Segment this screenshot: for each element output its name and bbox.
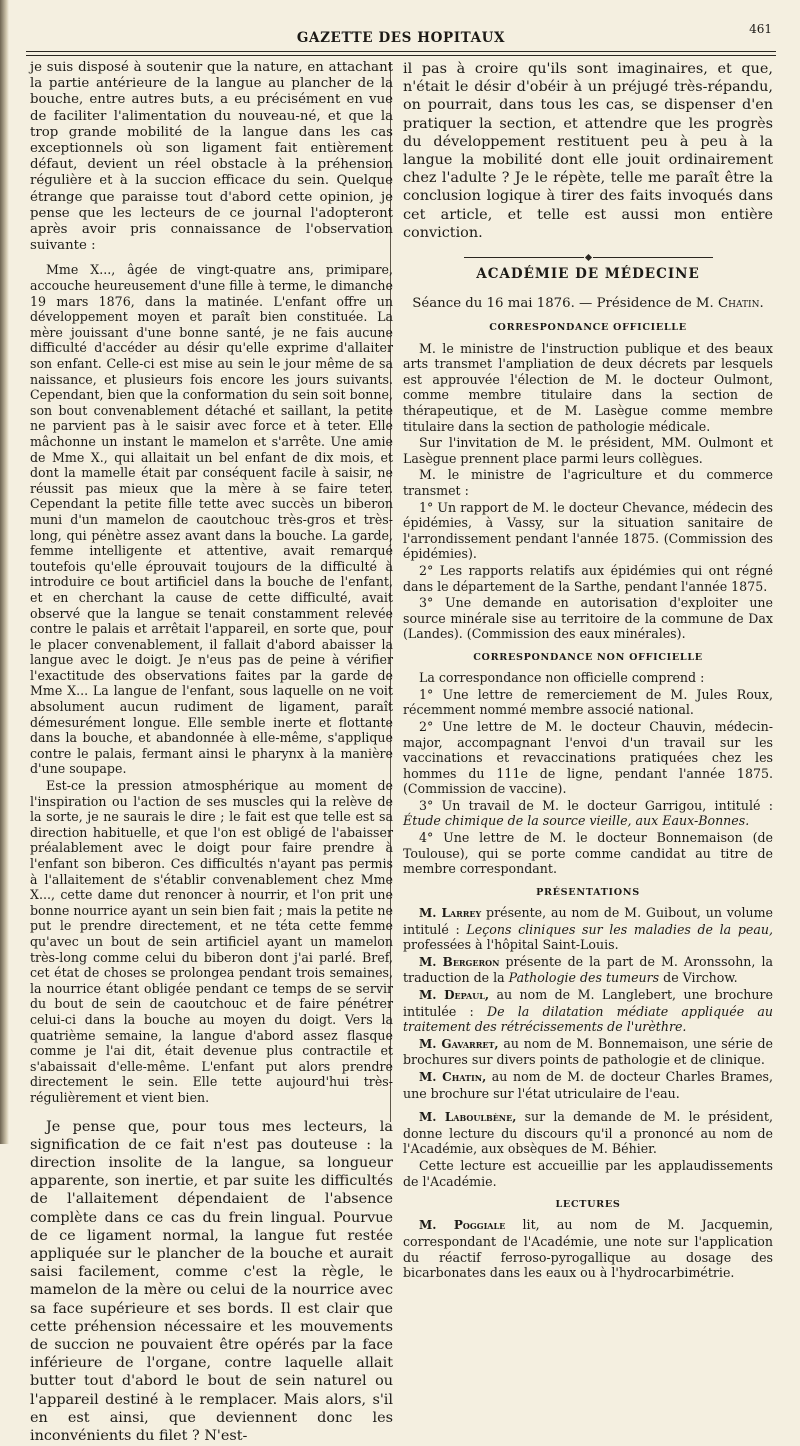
member-name: M. Gavarret, xyxy=(419,1036,499,1051)
correspondence-item: 1° Un rapport de M. le docteur Chevance, médecin des épidémies, à Vassy, sur la situation sanitaire de l'arrondissement pendant l'année 1875. (Commission des épidémies). xyxy=(403,499,773,562)
presentation-item: M. Laboulbène, sur la demande de M. le président, donne lecture du discours qu'il a prononcé au nom de l'Académie, aux obsèques de M. Béhier. xyxy=(403,1109,773,1157)
correspondence-item: 2° Les rapports relatifs aux épidémies qui ont régné dans le département de la Sarthe, pendant l'année 1875. xyxy=(403,562,773,594)
page-binding-edge xyxy=(0,0,9,1144)
observation-paragraph: Est-ce la pression atmosphérique au moment de l'inspiration ou l'action de ses muscles qui la relève de la sorte, je ne saurais le dire ; le fait est que telle est sa direction habituelle, et que l'on est obligé de l'abaisser préalablement avec le doigt pour faire prendre à l'enfant son biberon. Ces difficultés n'ayant pas permis à l'allaitement de s'établir convenablement chez Mme X..., cette dame dut renoncer à nourrir, et l'on prit une bonne nourrice ayant un sein bien fait ; mais la petite ne put le prendre directement, et ne téta cette femme qu'avec un bout de sein artificiel ayant un mamelon très-long comme celui du biberon dont j'ai parlé. Bref, cet état de choses se prolongea pendant trois semaines, la nourrice étant obligée pendant ce temps de se servir du bout de sein de caoutchouc et de faire pénétrer celui-ci dans la bouche au moyen du doigt. Vers la quatrième semaine, la langue d'abord assez flasque comme je l'ai dit, était devenue plus contractile et s'abaissait d'elle-même. L'enfant put alors prendre directement le sein. Elle tette aujourd'hui très-régulièrement et vient bien. xyxy=(30,778,393,1105)
presentation-item: M. Bergeron présente de la part de M. Aronssohn, la traduction de la Pathologie des tumeurs de Virchow. xyxy=(403,953,773,986)
work-title: De la dilatation médiate appliquée au traitement des rétrécissements de l'urèthre. xyxy=(403,1003,773,1035)
work-title: Pathologie des tumeurs xyxy=(508,970,660,986)
page-header xyxy=(26,18,776,60)
article-paragraph: je suis disposé à soutenir que la nature, en attachant la partie antérieure de la langue au plancher de la bouche, entre autres buts, a eu précisément en vue de faciliter l'alimentation du nouveau-né, et que la trop grande mobilité de la langue dans les cas exceptionnels où son ligament fait entièrement défaut, devient un réel obstacle à la préhension régulière et à la succion efficace du sein. Quelque étrange que paraisse tout d'abord cette opinion, je pense que les lecteurs de ce journal l'adopteront après avoir pris connaissance de l'observation suivante : xyxy=(30,60,393,254)
academy-heading: ACADÉMIE DE MÉDECINE xyxy=(476,266,700,283)
session-line xyxy=(403,296,773,312)
section-heading-presentations: PRÉSENTATIONS xyxy=(536,886,640,898)
correspondence-item: M. le ministre de l'agriculture et du commerce transmet : xyxy=(403,467,773,498)
session-president: Chatin. xyxy=(718,296,764,312)
presentation-item: M. Gavarret, au nom de M. Bonnemaison, une série de brochures sur divers points de pathologie et de clinique. xyxy=(403,1035,773,1068)
presentation-item: M. Larrey présente, au nom de M. Guibout, un volume intitulé : Leçons cliniques sur les maladies de la peau, professées à l'hôpital Saint-Louis. xyxy=(403,905,773,953)
page-number: 461 xyxy=(749,22,772,36)
correspondence-item xyxy=(403,798,773,829)
conclusion-paragraph: Je pense que, pour tous mes lecteurs, la signification de ce fait n'est pas douteuse : la direction insolite de la langue, sa longueur apparente, son inertie, et par suite les difficultés de l'allaitement dépendaient de l'absence complète dans ce cas du frein lingual. Pourvue de ce ligament normal, la langue fut restée appliquée sur le plancher de la bouche et aurait saisi facilement, comme c'est la règle, le mamelon de la mère ou celui de la nourrice avec sa face supérieure et ses bords. Il est clair que cette préhension nécessaire et les mouvements de succion ne pouvaient être opérés par la face inférieure de l'organe, contre laquelle allait butter tout d'abord le bout de sein naturel ou l'appareil destiné à le remplacer. Mais alors, s'il en est ainsi, que deviennent donc les inconvénients du filet ? N'est- xyxy=(30,1118,393,1444)
journal-title: GAZETTE DES HOPITAUX xyxy=(296,30,506,46)
reading-item: M. Poggiale lit, au nom de M. Jacquemin, correspondant de l'Académie, une note sur l'application du réactif ferroso-pyrogallique au dosage des bicarbonates dans les eaux ou à l'hydrocarbimétrie. xyxy=(403,1217,774,1281)
correspondence-item: La correspondance non officielle comprend : xyxy=(419,670,705,686)
presentation-item: M. Depaul, au nom de M. Langlebert, une brochure intitulée : De la dilatation médiate appliquée au traitement des rétrécissements de l'urèthre. xyxy=(403,987,774,1035)
conclusion-paragraph: il pas à croire qu'ils sont imaginaires, et que, n'était le désir d'obéir à un préjugé très-répandu, on pourrait, dans tous les cas, se dispenser d'en pratiquer la section, et attendre que les progrès du développement restituent peu à peu à la langue la mobilité dont elle jouit ordinairement chez l'adulte ? Je le répète, telle me paraît être la conclusion logique à tirer des faits invoqués dans cet article, et telle est aussi mon entière conviction. xyxy=(403,61,773,241)
member-name: M. Poggiale xyxy=(419,1218,506,1233)
header-rule-thin xyxy=(26,55,776,56)
section-heading-unofficial-correspondence: CORRESPONDANCE NON OFFICIELLE xyxy=(473,651,703,663)
right-column xyxy=(403,60,773,1282)
member-name: M. Larrey xyxy=(419,906,482,921)
section-heading-readings: LECTURES xyxy=(555,1199,621,1211)
presentation-item: M. Chatin, au nom de M. de docteur Charles Brames, une brochure sur l'état utriculaire de l'eau. xyxy=(403,1068,773,1101)
presentation-item: Cette lecture est accueillie par les applaudissements de l'Académie. xyxy=(403,1157,773,1189)
correspondence-item: 2° Une lettre de M. le docteur Chauvin, médecin-major, accompagnant l'envoi d'un travail sur les vaccinations et revaccinations pratiquées chez les hommes du 111e de ligne, pendant l'année 1875. (Commission de vaccine). xyxy=(403,718,773,797)
member-name: M. Laboulbène, xyxy=(419,1110,517,1125)
observation-paragraph: Mme X..., âgée de vingt-quatre ans, primipare, accouche heureusement d'une fille à terme, le dimanche 19 mars 1876, dans la matinée. L'enfant offre un développement moyen et paraît bien constituée. La mère jouissant d'une bonne santé, je ne fais aucune difficulté d'accéder au désir qu'elle exprime d'allaiter son enfant. Celle-ci est mise au sein le jour même de sa naissance, et plusieurs fois encore les jours suivants. Cependant, bien que la conformation du sein soit bonne, son bout convenablement détaché et saillant, la petite ne parvient pas à le saisir avec force et à teter. Elle mâchonne un instant le mamelon et s'arrête. Une amie de Mme X., qui allaitait un bel enfant de dix mois, et dont la mamelle était par conséquent facile à saisir, ne réussit pas mieux que la mère à se faire teter. Cependant la petite fille tette avec succès un biberon muni d'un mamelon de caoutchouc très-gros et très-long, qui pénètre assez avant dans la bouche. La garde, femme intelligente et attentive, avait remarqué toutefois qu'elle éprouvait toujours de la difficulté à introduire ce bout artificiel dans la bouche de l'enfant, et en cherchant la cause de cette difficulté, avait observé que la langue se tenait constamment relevée contre le palais et arrêtait l'appareil, en sorte que, pour le placer convenablement, il fallait d'abord abaisser la langue avec le doigt. Je n'eus pas de peine à vérifier l'exactitude des observations faites par la garde de Mme X... La langue de l'enfant, sous laquelle on ne voit absolument aucun rudiment de ligament, paraît démesurément longue. Elle semble inerte et flottante dans la bouche, et abandonnée à elle-même, s'applique contre le palais, fermant ainsi le pharynx à la manière d'une soupape. xyxy=(30,262,393,777)
correspondence-item: 1° Une lettre de remerciement de M. Jules Roux, récemment nommé membre associé national. xyxy=(403,686,773,718)
member-name: M. Bergeron xyxy=(419,954,500,969)
correspondence-item: 3° Une demande en autorisation d'exploiter une source minérale sise au territoire de la commune de Dax (Landes). (Commission des eaux minérales). xyxy=(403,595,773,642)
correspondence-item: 4° Une lettre de M. le docteur Bonnemaison (de Toulouse), qui se porte comme candidat au titre de membre correspondant. xyxy=(403,830,773,877)
correspondence-item: Sur l'invitation de M. le président, MM. Oulmont et Lasègue prennent place parmi leurs collègues. xyxy=(403,435,773,466)
left-column xyxy=(30,60,393,1446)
work-title: Leçons cliniques sur les maladies de la peau, xyxy=(466,921,773,937)
item-title: Étude chimique de la source vieille, aux Eaux-Bonnes. xyxy=(403,813,750,829)
correspondence-item: M. le ministre de l'instruction publique et des beaux arts transmet l'ampliation de deux décrets par lesquels est approuvée l'élection de M. le docteur Oulmont, comme membre titulaire dans la section de thérapeutique, et de M. Lasègue comme membre titulaire dans la section de pathologie médicale. xyxy=(403,340,773,434)
item-text: 3° Un travail de M. le docteur Garrigou, intitulé : xyxy=(419,797,773,813)
section-ornament xyxy=(403,250,773,258)
section-heading-official-correspondence: CORRESPONDANCE OFFICIELLE xyxy=(489,322,687,334)
session-text: Séance du 16 mai 1876. — Présidence de M. xyxy=(412,296,714,312)
member-name: M. Depaul, xyxy=(419,988,490,1003)
header-rule-thick xyxy=(26,51,776,52)
member-name: M. Chatin, xyxy=(419,1069,487,1084)
